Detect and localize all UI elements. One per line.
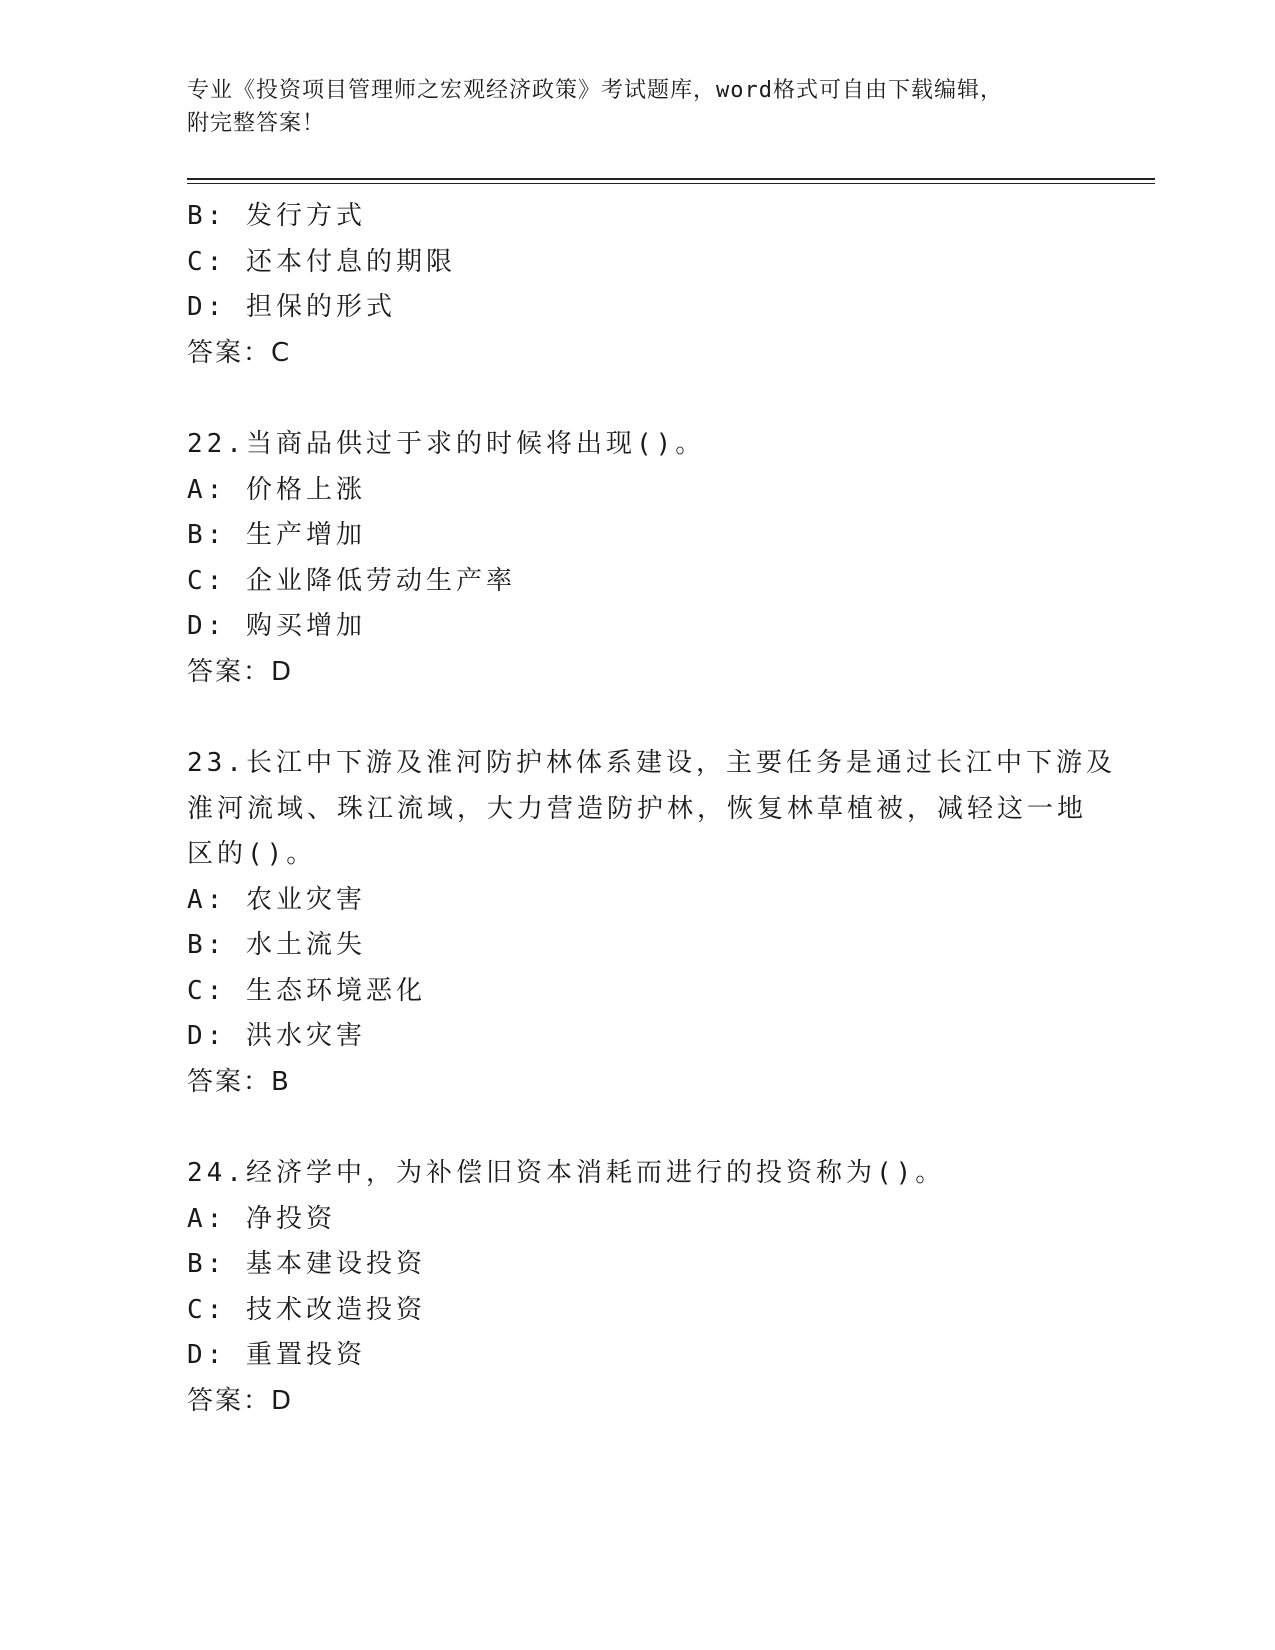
- answer-line: 答案：D: [187, 1385, 294, 1416]
- option-b: B: 发行方式: [187, 201, 366, 231]
- question-stem: 24.经济学中，为补偿旧资本消耗而进行的投资称为()。: [187, 1158, 946, 1188]
- option-c: C: 还本付息的期限: [187, 246, 456, 277]
- option-b: B: 水土流失: [187, 930, 366, 960]
- question-23: [187, 741, 1116, 1105]
- question-stem-line-3: 区的()。: [187, 839, 317, 869]
- option-c: C: 生态环境恶化: [187, 975, 426, 1006]
- header-rule-thin: [187, 183, 1155, 184]
- spacer: [187, 1105, 1087, 1151]
- option-c: C: 技术改造投资: [187, 1294, 426, 1325]
- answer-line: 答案：C: [187, 337, 292, 368]
- question-stem-line-1: 23.长江中下游及淮河防护林体系建设，主要任务是通过长江中下游及: [187, 748, 1116, 778]
- option-d: D: 担保的形式: [187, 292, 396, 322]
- document-header: [187, 74, 1087, 140]
- question-content: [187, 194, 1116, 1424]
- question-stem-line-2: 淮河流域、珠江流域，大力营造防护林，恢复林草植被，减轻这一地: [187, 793, 1088, 824]
- option-d: D: 重置投资: [187, 1340, 366, 1370]
- option-b: B: 基本建设投资: [187, 1249, 426, 1279]
- option-c: C: 企业降低劳动生产率: [187, 565, 516, 596]
- answer-line: 答案：B: [187, 1066, 291, 1097]
- header-line-1: 专业《投资项目管理师之宏观经济政策》考试题库，word格式可自由下载编辑，: [187, 78, 1003, 103]
- question-22: [187, 422, 1087, 695]
- question-stem: 22.当商品供过于求的时候将出现()。: [187, 429, 706, 459]
- option-b: B: 生产增加: [187, 520, 366, 550]
- option-d: D: 购买增加: [187, 611, 366, 641]
- option-a: A: 净投资: [187, 1203, 336, 1234]
- option-a: A: 农业灾害: [187, 884, 366, 915]
- question-24: [187, 1151, 1087, 1424]
- option-d: D: 洪水灾害: [187, 1021, 366, 1051]
- answer-line: 答案：D: [187, 656, 294, 687]
- spacer: [187, 376, 1087, 422]
- option-a: A: 价格上涨: [187, 474, 366, 505]
- question-continued: [187, 194, 1087, 376]
- spacer: [187, 695, 1087, 741]
- header-rule-thick: [187, 178, 1155, 180]
- header-line-2: 附完整答案！: [187, 111, 326, 136]
